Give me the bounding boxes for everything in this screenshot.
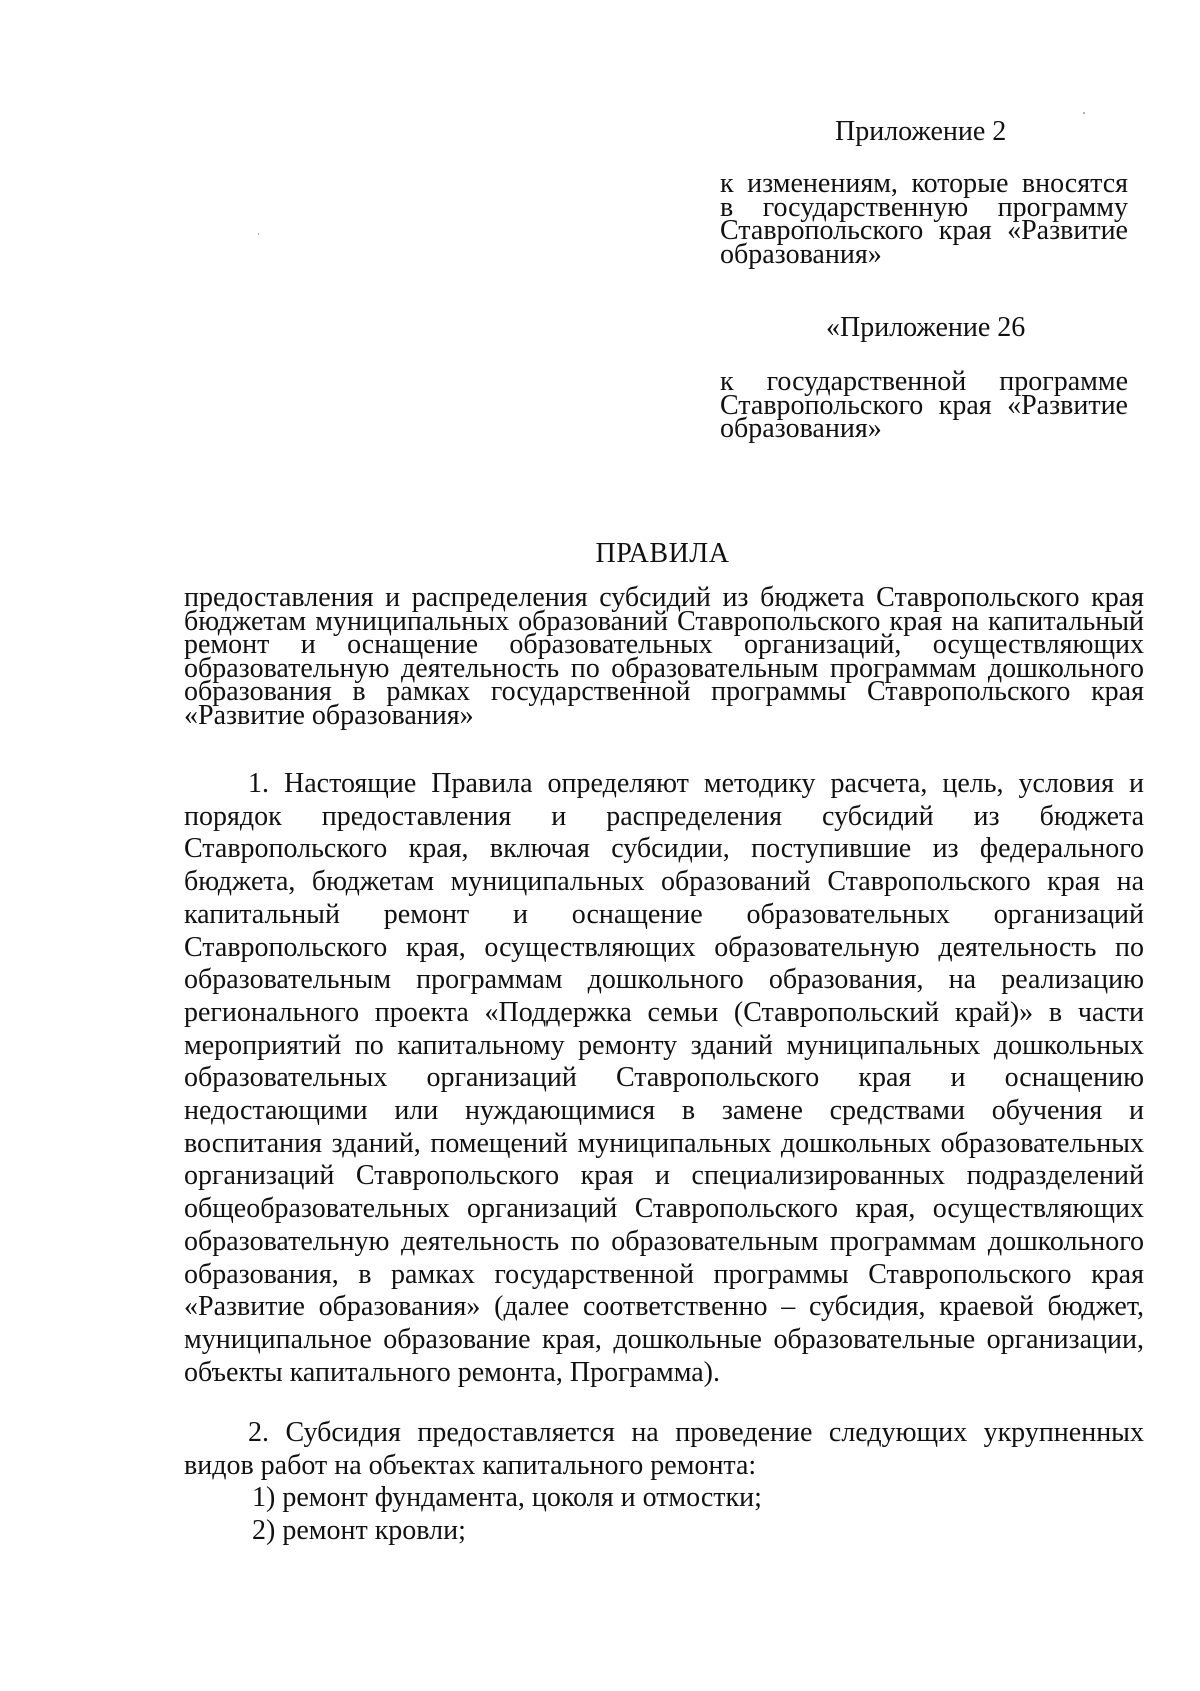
document-title: ПРАВИЛА: [595, 538, 730, 569]
paragraph-2: 2. Субсидия предоставляется на проведение следующих укрупненных видов работ на объектах капитального ремонта:: [184, 1417, 1144, 1481]
paragraph-1: 1. Настоящие Правила определяют методику расчета, цель, условия и порядок предоставления и распределения субсидий из бюджета Ставропольского края, включая субсидии, поступившие из федерального бюджета, бюджетам муниципальных образований Ставропольского края на капитальный ремонт и оснащение образовательных организаций Ставропольского края, осуществляющих образовательную деятельность по образовательным программам дошкольного образования, на реализацию регионального проекта «Поддержка семьи (Ставропольский край)» в части мероприятий по капитальному ремонту зданий муниципальных дошкольных образовательных организаций Ставропольского края и оснащению недостающими или нуждающимися в замене средствами обучения и воспитания зданий, помещений муниципальных дошкольных образовательных организаций Ставропольского края и специализированных подразделений общеобразовательных организаций Ставропольского края, осуществляющих образовательную деятельность по образовательным программам дошкольного образования, в рамках государственной программы Ставропольского края «Развитие образования» (далее соответственно – субсидия, краевой бюджет, муниципальное образование края, дошкольные образовательные организации, объекты капитального ремонта, Программа).: [184, 768, 1144, 1388]
scan-speck: [258, 233, 259, 235]
list-item: 2) ремонт кровли;: [252, 1515, 466, 1546]
list-item: 1) ремонт фундамента, цоколя и отмостки;: [252, 1482, 762, 1513]
nested-appendix-label: «Приложение 26: [826, 312, 1026, 343]
appendix-label: Приложение 2: [835, 116, 1007, 147]
document-subtitle: предоставления и распределения субсидий из бюджета Ставропольского края бюджетам муниципальных образований Ставропольского края на капитальный ремонт и оснащение образовательных организаций, осуществляющих образовательную деятельность по образовательным программам дошкольного образования в рамках государственной программы Ставропольского края «Развитие образования»: [184, 582, 1144, 731]
appendix-reference: к изменениям, которые вносятся в государственную программу Ставропольского края «Развитие образования»: [720, 168, 1128, 270]
scan-speck: [1083, 112, 1085, 114]
nested-appendix-reference: к государственной программе Ставропольского края «Развитие образования»: [720, 366, 1128, 444]
